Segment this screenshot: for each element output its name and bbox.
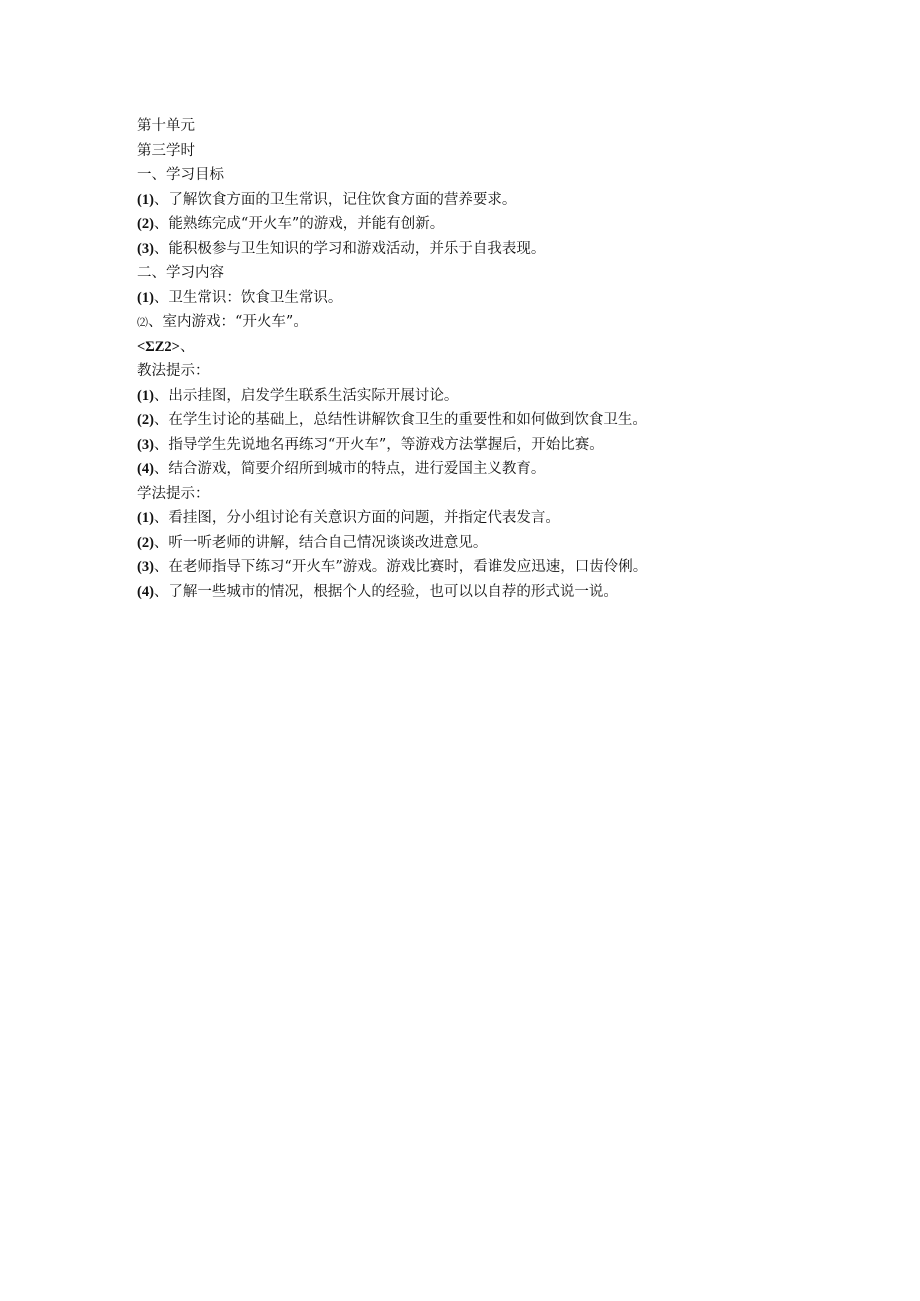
teaching-item bbox=[137, 457, 857, 482]
item-text: 、出示挂图，启发学生联系生活实际开展讨论。 bbox=[153, 387, 459, 404]
item-text: 、室内游戏：“开火车”。 bbox=[148, 314, 308, 330]
goals-heading: 一、学习目标 bbox=[137, 167, 224, 183]
item-text: 、听一听老师的讲解，结合自己情况谈谈改进意见。 bbox=[153, 534, 488, 551]
marker-label: <ΣZ2> bbox=[137, 338, 180, 355]
item-text: 、能积极参与卫生知识的学习和游戏活动，并乐于自我表现。 bbox=[153, 240, 546, 257]
lesson-title: 第三学时 bbox=[137, 142, 195, 159]
teaching-heading: 教法提示： bbox=[137, 363, 210, 379]
item-number: (3) bbox=[137, 240, 154, 257]
item-number: (1) bbox=[137, 289, 154, 306]
item-text: 、看挂图，分小组讨论有关意识方面的问题，并指定代表发言。 bbox=[153, 510, 560, 526]
item-number: (4) bbox=[137, 583, 154, 600]
item-text: 、了解饮食方面的卫生常识，记住饮食方面的营养要求。 bbox=[153, 191, 517, 208]
teaching-item bbox=[137, 408, 857, 433]
item-text: 、能熟练完成“开火车”的游戏，并能有创新。 bbox=[153, 216, 445, 232]
learning-heading: 学法提示： bbox=[137, 485, 210, 502]
content-item bbox=[137, 310, 857, 335]
item-number: (2) bbox=[137, 534, 154, 551]
item-text: 、在学生讨论的基础上，总结性讲解饮食卫生的重要性和如何做到饮食卫生。 bbox=[153, 412, 647, 428]
marker-suffix: 、 bbox=[179, 338, 195, 355]
goal-item bbox=[137, 188, 857, 213]
learning-item bbox=[137, 580, 857, 605]
goal-item bbox=[137, 237, 857, 262]
item-number: (1) bbox=[137, 510, 154, 526]
document-page bbox=[137, 114, 857, 604]
item-number: (3) bbox=[137, 559, 154, 575]
learning-item bbox=[137, 555, 857, 580]
goal-item bbox=[137, 212, 857, 237]
item-number: ⑵ bbox=[137, 316, 148, 329]
item-text: 、了解一些城市的情况，根据个人的经验，也可以以自荐的形式说一说。 bbox=[153, 583, 618, 600]
item-number: (4) bbox=[137, 461, 154, 477]
learning-item bbox=[137, 506, 857, 531]
item-number: (2) bbox=[137, 412, 154, 428]
section-marker bbox=[137, 335, 857, 360]
content-heading: 二、学习内容 bbox=[137, 265, 224, 281]
content-item bbox=[137, 286, 857, 311]
item-number: (1) bbox=[137, 387, 154, 404]
item-text: 、指导学生先说地名再练习“开火车”，等游戏方法掌握后，开始比赛。 bbox=[153, 436, 604, 453]
learning-item bbox=[137, 531, 857, 556]
item-text: 、卫生常识：饮食卫生常识。 bbox=[153, 289, 343, 306]
item-text: 、在老师指导下练习“开火车”游戏。游戏比赛时，看谁发应迅速，口齿伶俐。 bbox=[153, 559, 648, 575]
teaching-item bbox=[137, 433, 857, 458]
item-number: (3) bbox=[137, 436, 154, 453]
item-number: (1) bbox=[137, 191, 154, 208]
teaching-item bbox=[137, 384, 857, 409]
item-text: 、结合游戏，简要介绍所到城市的特点，进行爱国主义教育。 bbox=[153, 461, 546, 477]
item-number: (2) bbox=[137, 216, 154, 232]
unit-title: 第十单元 bbox=[137, 118, 195, 134]
